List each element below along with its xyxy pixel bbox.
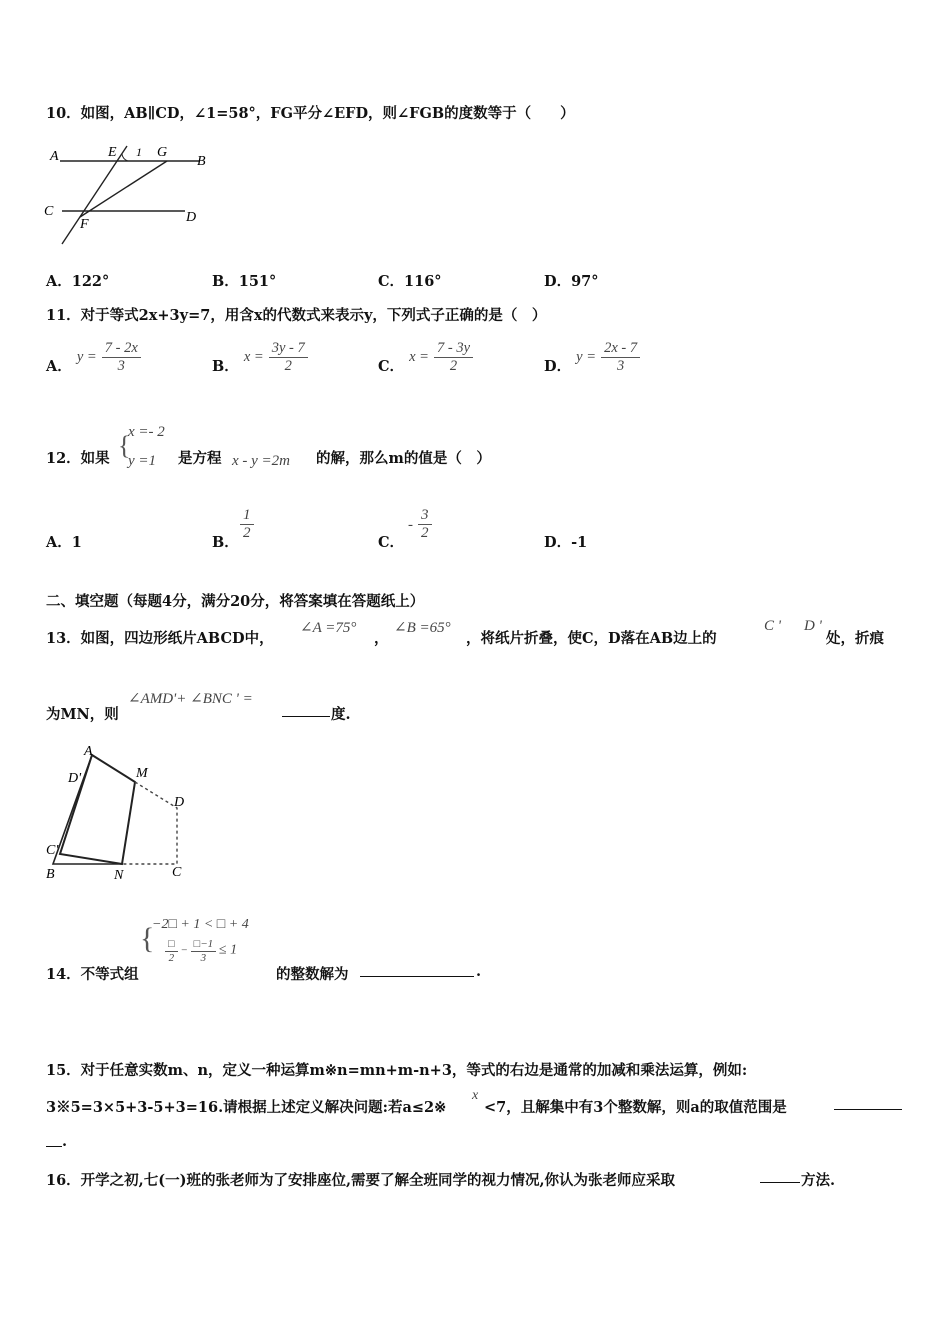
q12-option-b-label: B． <box>212 534 239 551</box>
q11-stem: 11．对于等式2x+3y=7，用含x的代数式来表示y，下列式子正确的是（ ） <box>46 307 547 324</box>
q10-figure <box>40 138 220 248</box>
q14-inequality-2: $\frac{□}{2}$ − $\frac{□-1}{3}$ ≤ 1 <box>165 938 237 964</box>
option-label: A． <box>46 358 72 376</box>
q12-prefix: 12．如果 <box>46 450 110 467</box>
q16-answer-blank[interactable] <box>760 1182 800 1183</box>
q12-option-b-fraction: $\frac{1}{2}$ <box>240 507 254 543</box>
q14-suffix: 的整数解为 <box>276 966 349 983</box>
option-lhs: x = <box>243 349 264 366</box>
q12-mid: 是方程 <box>178 450 222 467</box>
q10-stem: 10．如图，AB∥CD，∠1=58°，FG平分∠EFD，则∠FGB的度数等于（ ） <box>46 105 575 122</box>
fig10-label-g: G <box>157 145 168 160</box>
fig10-label-f: F <box>80 217 89 232</box>
original-dashed-edges <box>122 782 177 864</box>
q10-option-c: C．116° <box>378 273 442 290</box>
q15-end: . <box>62 1133 68 1150</box>
q16-end: 方法. <box>801 1172 836 1189</box>
q15-answer-blank-continued[interactable] <box>46 1146 62 1147</box>
q12-option-d: D．-1 <box>544 534 588 551</box>
q12-equation: x - y =2m <box>232 453 291 469</box>
q13-line1-start: 13．如图，四边形纸片ABCD中， <box>46 630 274 647</box>
q13-expression: ∠AMD'+ ∠BNC ' = <box>128 691 253 707</box>
q11-option-d <box>544 340 640 374</box>
option-fraction: $\frac{7 - 2x}{3}$ <box>102 340 141 374</box>
option-fraction: $\frac{7 - 3y}{2}$ <box>434 340 473 374</box>
q13-answer-blank[interactable] <box>282 716 330 717</box>
q13-line2-start: 为MN，则 <box>46 706 119 723</box>
fig13-label-m: M <box>136 766 148 781</box>
fig13-label-d-prime: D' <box>68 771 82 786</box>
option-fraction: $\frac{3y - 7}{2}$ <box>269 340 308 374</box>
fig13-label-n: N <box>114 868 124 883</box>
q12-option-a: A．1 <box>46 534 82 551</box>
q13-angle-b: ∠B =65° <box>394 620 451 636</box>
q12-option-c-label: C． <box>378 534 405 551</box>
option-lhs: x = <box>409 349 429 366</box>
angle-1-arc <box>122 154 128 161</box>
fig10-label-a: A <box>50 149 59 164</box>
q12-system-eq1: x =- 2 <box>128 424 165 440</box>
q13-d-prime: D ' <box>804 618 822 634</box>
q13-angle-a: ∠A =75° <box>300 620 357 636</box>
fig10-label-b: B <box>197 154 206 169</box>
q16-text: 16．开学之初,七(一)班的张老师为了安排座位,需要了解全班同学的视力情况,你认为张老师应采取 <box>46 1172 676 1189</box>
option-fraction: $\frac{2x - 7}{3}$ <box>601 340 640 374</box>
section-2-heading: 二、填空题（每题4分，满分20分，将答案填在答题纸上） <box>46 593 425 610</box>
option-label: B． <box>212 358 239 376</box>
fig10-label-1: 1 <box>136 145 142 159</box>
q12-system-eq2: y =1 <box>128 453 157 469</box>
fig13-label-c-prime: C' <box>46 843 59 858</box>
fig10-label-e: E <box>108 145 117 160</box>
q15-line1: 15．对于任意实数m、n，定义一种运算m※n=mn+m-n+3，等式的右边是通常的加减和乘法运算，例如: <box>46 1062 748 1079</box>
q10-option-a: A．122° <box>46 273 110 290</box>
q13-figure <box>40 740 200 885</box>
q10-option-b: B．151° <box>212 273 277 290</box>
bisector-fg <box>80 161 167 217</box>
q15-answer-blank[interactable] <box>834 1109 902 1110</box>
fig10-label-c: C <box>44 204 54 219</box>
fig10-label-d: D <box>186 210 197 225</box>
q12-option-c-sign: - <box>408 517 413 533</box>
fig13-label-b: B <box>46 867 55 882</box>
q10-option-d: D．97° <box>544 273 599 290</box>
q14-system-brace: { <box>140 922 155 955</box>
q12-option-c-fraction: $\frac{3}{2}$ <box>418 507 432 543</box>
option-label: D． <box>544 358 572 376</box>
q11-option-c <box>378 340 473 374</box>
q12-suffix: 的解，那么m的值是（ ） <box>316 450 491 467</box>
fig13-label-d: D <box>174 795 185 810</box>
q11-option-a <box>46 340 141 374</box>
q14-prefix: 14．不等式组 <box>46 966 139 983</box>
q11-option-b <box>212 340 308 374</box>
q13-c-prime: C ' <box>764 618 781 634</box>
option-lhs: y = <box>76 349 97 366</box>
q13-line1-mid: ，将纸片折叠，使C，D落在AB边上的 <box>466 630 717 647</box>
fig13-label-a: A <box>84 744 93 759</box>
option-label: C． <box>378 358 405 376</box>
q14-inequality-1: −2□ + 1 < □ + 4 <box>152 917 249 932</box>
q15-line2-start: 3※5=3×5+3-5+3=16.请根据上述定义解决问题:若a≤2※ <box>46 1099 447 1116</box>
q12-system-brace: { <box>118 431 131 460</box>
q13-line2-end: 度. <box>331 706 351 723</box>
q13-line1-end: 处，折痕 <box>826 630 884 647</box>
q15-variable-x: x <box>472 1088 479 1103</box>
option-lhs: y = <box>576 349 596 366</box>
q13-comma: ， <box>374 630 389 647</box>
fig13-label-c: C <box>172 865 182 880</box>
q14-answer-blank[interactable] <box>360 976 474 977</box>
q15-line2-end: <7，且解集中有3个整数解，则a的取值范围是 <box>484 1099 787 1116</box>
q14-end: . <box>476 963 482 980</box>
